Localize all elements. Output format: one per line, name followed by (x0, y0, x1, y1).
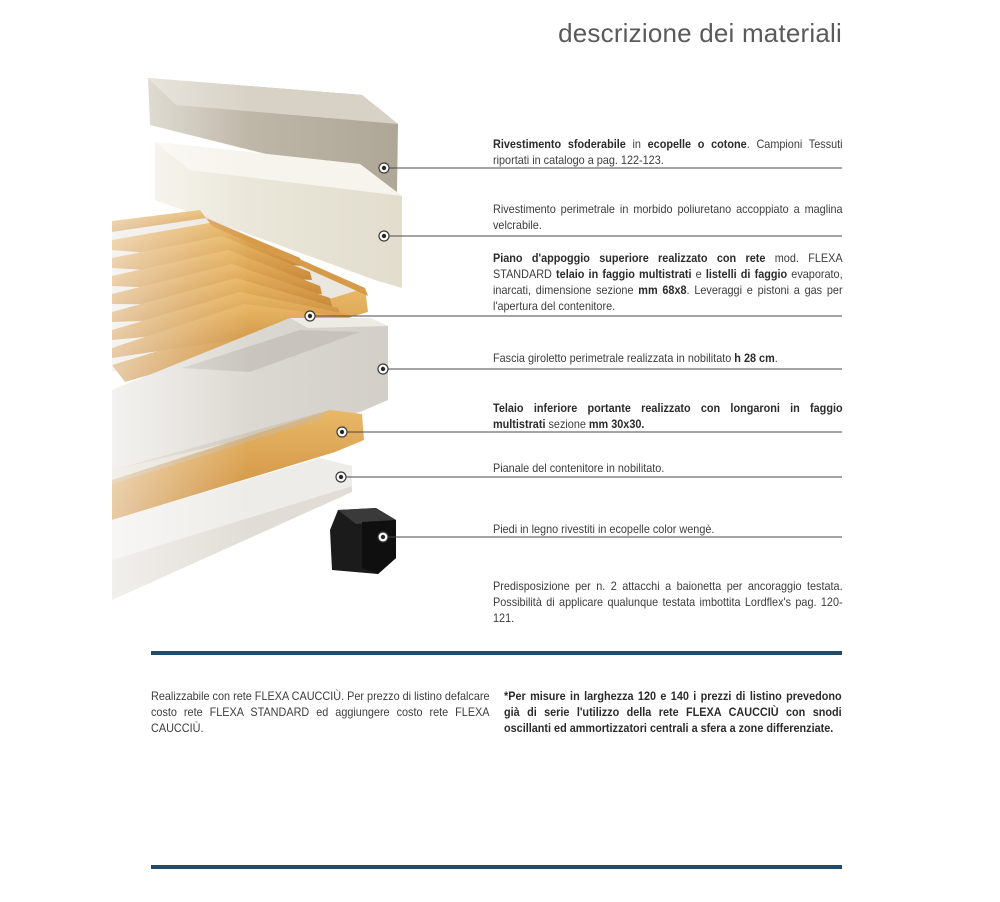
note-flexa-caucciu: Realizzabile con rete FLEXA CAUCCIÙ. Per prezzo di listino defalcare costo rete FLEXA STANDARD ed aggiungere costo rete FLEXA CAUCCIÙ. (151, 689, 490, 735)
callout-text-part: ecopelle o cotone (647, 137, 747, 151)
callout-text-part: mm 68x8 (638, 283, 687, 297)
callout-text-part: Rivestimento perimetrale in morbido poliuretano accoppiato a maglina velcrabile. (493, 202, 843, 232)
callout-text-part: sezione (545, 417, 589, 431)
callout-text-part: Rivestimento sfoderabile (493, 137, 626, 151)
callout-text-part: Piano d'appoggio superiore realizzato con rete (493, 251, 766, 265)
callout-lower-frame (493, 400, 843, 432)
callout-text-part: Pianale del contenitore in nobilitato. (493, 461, 665, 475)
note-width-pricing: *Per misure in larghezza 120 e 140 i prezzi di listino prevedono già di serie l'utilizzo della rete FLEXA CAUCCIÙ con snodi oscillanti ed ammortizzatori centrali a sfera a zone differenziate. (504, 689, 842, 735)
callout-text-part: Fascia giroletto perimetrale realizzata in nobilitato (493, 351, 735, 365)
callout-text-part: evaporato, inarcati, dimensione sezione (493, 267, 843, 297)
callout-text-part: . Leveraggi e pistoni a gas per l'apertura del contenitore. (493, 283, 843, 313)
callout-text-part: Predisposizione per n. 2 attacchi a baionetta per ancoraggio testata. Possibilità di applicare qualunque testata imbottita Lordflex's pag. 120-121. (493, 579, 843, 625)
callout-text-part: . (774, 351, 778, 365)
callout-text-part: Telaio inferiore portante realizzato con longaroni in faggio multistrati (493, 401, 843, 431)
callout-text-part: telaio in faggio multistrati (556, 267, 692, 281)
callout-text-part: . Campioni Tessuti riportati in catalogo a pag. 122-123. (493, 137, 843, 167)
callout-text-part: h 28 cm (734, 351, 775, 365)
divider-bottom (151, 865, 842, 869)
callout-cover (493, 136, 843, 168)
callout-container-floor (493, 460, 843, 476)
callout-text-part: listelli di faggio (705, 267, 788, 281)
divider-top (151, 651, 842, 655)
callout-text-part: mm 30x30. (588, 417, 645, 431)
callout-feet (493, 521, 843, 537)
callout-text-part: mod. FLEXA STANDARD (493, 251, 843, 281)
callout-slatted-base (493, 250, 843, 314)
callout-foam (493, 201, 843, 233)
callout-text-part: Piedi in legno rivestiti in ecopelle color wengè. (493, 522, 715, 536)
callout-frame-height (493, 350, 843, 366)
callout-text-part: e (691, 267, 706, 281)
callout-headboard (493, 578, 843, 626)
callout-text-part: in (625, 137, 648, 151)
